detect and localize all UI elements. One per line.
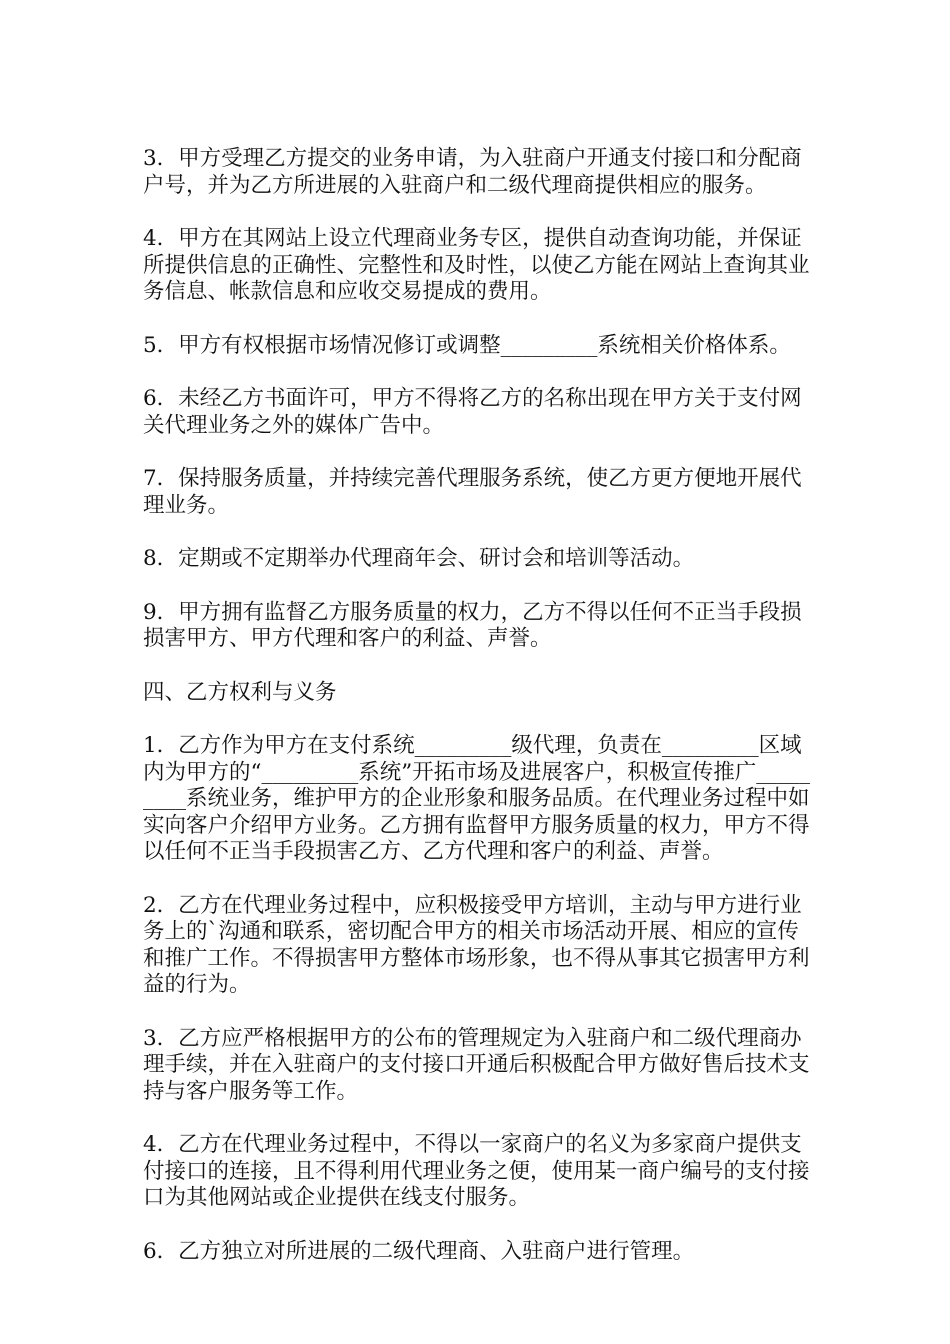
- document-page: [143, 146, 811, 1292]
- clause-paragraph: 1．乙方作为甲方在支付系统_________级代理，负责在_________区域内为甲方的“_________系统”开拓市场及进展客户，积极宣传推广_________系统业务，维护甲方的企业形象和服务品质。在代理业务过程中如实向客户介绍甲方业务。乙方拥有监督甲方服务质量的权力，甲方不得以任何不正当手段损害乙方、乙方代理和客户的利益、声誉。: [143, 733, 810, 864]
- clause-paragraph: 6．乙方独立对所进展的二级代理商、入驻商户进行管理。: [143, 1238, 695, 1264]
- clause-paragraph: 2．乙方在代理业务过程中，应积极接受甲方培训，主动与甲方进行业务上的`沟通和联系，密切配合甲方的相关市场活动开展、相应的宣传和推广工作。不得损害甲方整体市场形象，也不得从事其它损害甲方利益的行为。: [143, 892, 810, 997]
- clause-paragraph: 4．乙方在代理业务过程中，不得以一家商户的名义为多家商户提供支付接口的连接，且不得利用代理业务之便，使用某一商户编号的支付接口为其他网站或企业提供在线支付服务。: [143, 1132, 810, 1210]
- clause-paragraph: 5．甲方有权根据市场情况修订或调整_________系统相关价格体系。: [143, 332, 791, 358]
- clause-paragraph: 3．乙方应严格根据甲方的公布的管理规定为入驻商户和二级代理商办理手续，并在入驻商户的支付接口开通后积极配合甲方做好售后技术支持与客户服务等工作。: [143, 1025, 810, 1104]
- clause-paragraph: 8．定期或不定期举办代理商年会、研讨会和培训等活动。: [143, 546, 695, 571]
- clause-paragraph: 9．甲方拥有监督乙方服务质量的权力，乙方不得以任何不正当手段损损害甲方、甲方代理和客户的利益、声誉。: [143, 599, 802, 651]
- clause-paragraph: 6．未经乙方书面许可，甲方不得将乙方的名称出现在甲方关于支付网关代理业务之外的媒体广告中。: [143, 386, 802, 438]
- clause-paragraph: 7．保持服务质量，并持续完善代理服务系统，使乙方更方便地开展代理业务。: [143, 466, 802, 518]
- clause-paragraph: 4．甲方在其网站上设立代理商业务专区，提供自动查询功能，并保证所提供信息的正确性、完整性和及时性，以使乙方能在网站上查询其业务信息、帐款信息和应收交易提成的费用。: [143, 226, 810, 304]
- section-heading: 四、乙方权利与义务: [143, 679, 337, 705]
- clause-paragraph: 3．甲方受理乙方提交的业务申请，为入驻商户开通支付接口和分配商户号，并为乙方所进展的入驻商户和二级代理商提供相应的服务。: [143, 146, 802, 198]
